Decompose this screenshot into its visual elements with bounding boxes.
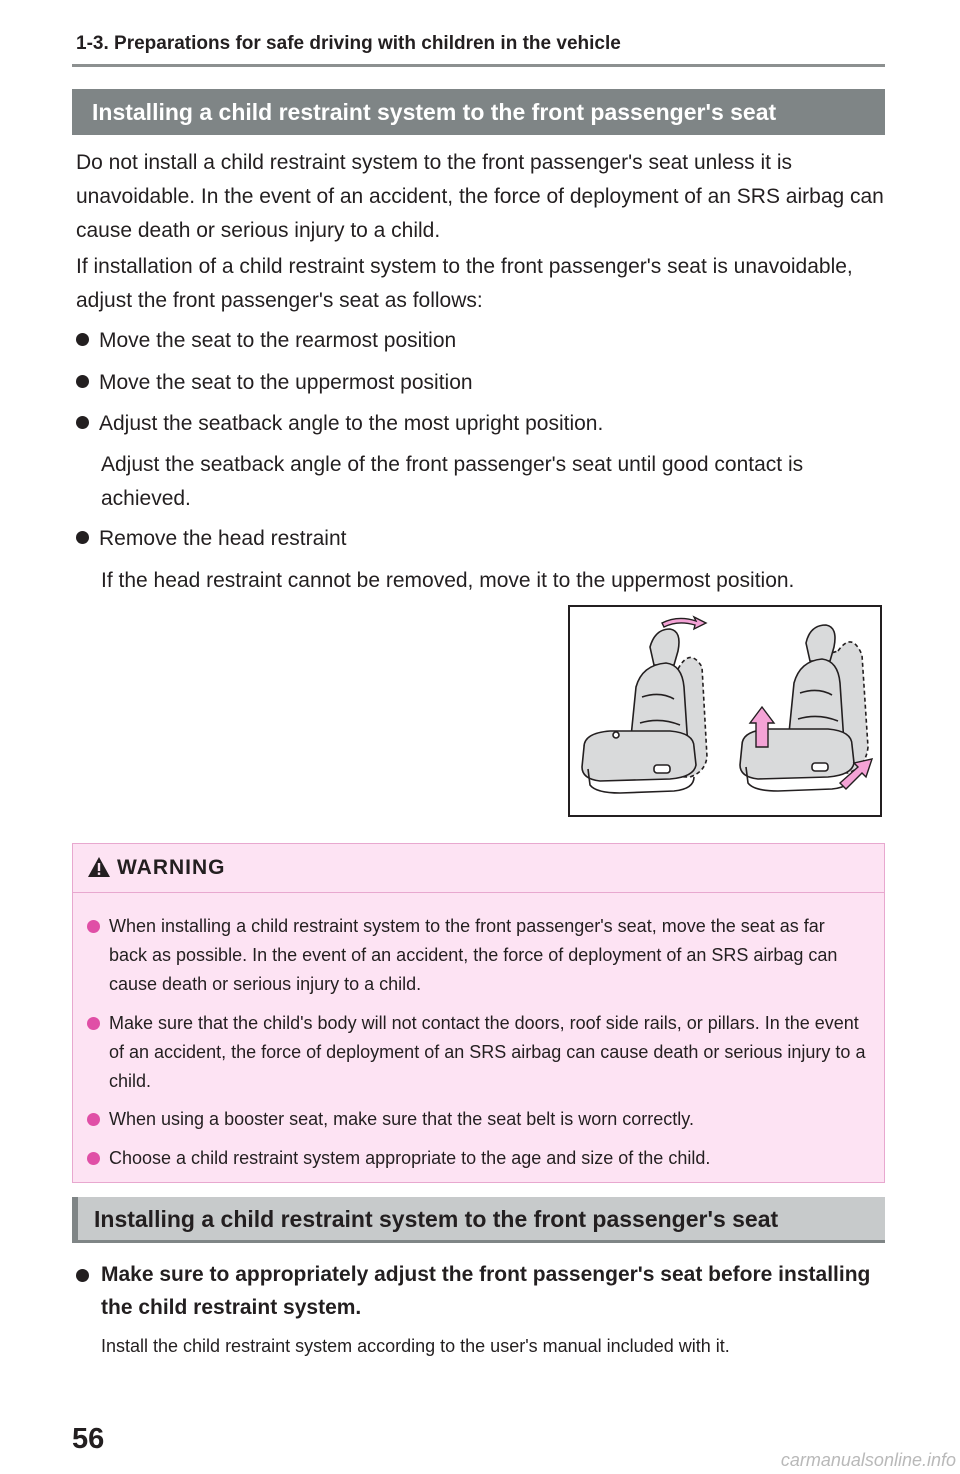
bullet-text: Move the seat to the uppermost position [99, 371, 473, 394]
bullet-dot-icon [87, 1017, 100, 1030]
running-head: 1-3. Preparations for safe driving with children in the vehicle [76, 33, 621, 54]
warning-header [73, 844, 884, 893]
bullet-text: Adjust the seatback angle to the most upright position. [99, 412, 604, 435]
note-text: Install the child restraint system according to the user's manual included with it. [101, 1336, 730, 1356]
bullet-dot-icon [76, 531, 89, 544]
seat-adjustment-figure [568, 605, 882, 817]
warning-item-text: When installing a child restraint system to the front passenger's seat, move the seat as far back as possible. In the event of an accident, the force of deployment of an SRS airbag can cause death or serious injury to a child. [109, 916, 838, 994]
car-seat-icon [740, 625, 868, 791]
warning-item-text: Choose a child restraint system appropriate to the age and size of the child. [109, 1148, 711, 1168]
watermark: carmanualsonline.info [780, 1450, 956, 1470]
arrow-icon [662, 617, 706, 629]
page-number: 56 [72, 1423, 105, 1455]
car-seat-icon [582, 629, 707, 793]
warning-box [72, 843, 885, 1183]
bullet-subtext: If the head restraint cannot be removed, move it to the uppermost position. [101, 569, 795, 592]
bold-bullet-item [76, 1258, 886, 1324]
bullet-subtext: Adjust the seatback angle of the front passenger's seat until good contact is achieved. [101, 453, 804, 510]
bullet-text: Remove the head restraint [99, 527, 347, 550]
bullet-item [76, 366, 473, 400]
warning-item [87, 1105, 867, 1134]
bullet-item [76, 522, 346, 556]
bullet-dot-icon [76, 1269, 89, 1282]
warning-item [87, 912, 867, 999]
paragraph-1: Do not install a child restraint system to the front passenger's seat unless it is unavoidable. In the event of an accident, the force of deployment of an SRS airbag can cause death or serious injury to a child. [76, 151, 884, 242]
header-rule [72, 64, 885, 67]
bullet-dot-icon [76, 416, 89, 429]
warning-item-text: When using a booster seat, make sure that the seat belt is worn correctly. [109, 1109, 694, 1129]
bullet-item [76, 407, 603, 441]
bullet-dot-icon [87, 1113, 100, 1126]
bullet-dot-icon [87, 920, 100, 933]
section-heading-2 [72, 1197, 885, 1243]
bullet-text: Move the seat to the rearmost position [99, 329, 457, 352]
warning-item [87, 1144, 867, 1173]
bold-bullet-text: Make sure to appropriately adjust the front passenger's seat before installing the child restraint system. [101, 1263, 871, 1319]
section-heading-1-text: Installing a child restraint system to the front passenger's seat [92, 99, 777, 125]
section-heading-2-text: Installing a child restraint system to the front passenger's seat [94, 1206, 779, 1232]
bullet-item [76, 324, 456, 358]
warning-item-text: Make sure that the child's body will not contact the doors, roof side rails, or pillars. In the event of an accident, the force of deployment of an SRS airbag can cause death or serious injury to a child. [109, 1013, 866, 1091]
section-heading-1 [72, 89, 885, 135]
bullet-dot-icon [76, 333, 89, 346]
warning-item [87, 1009, 867, 1096]
bullet-dot-icon [76, 375, 89, 388]
bullet-dot-icon [87, 1152, 100, 1165]
paragraph-2: If installation of a child restraint system to the front passenger's seat is unavoidable, adjust the front passenger's seat as follows: [76, 255, 853, 312]
warning-title: WARNING [117, 856, 226, 879]
seat-illustration [570, 607, 880, 815]
warning-triangle-icon [87, 856, 111, 878]
